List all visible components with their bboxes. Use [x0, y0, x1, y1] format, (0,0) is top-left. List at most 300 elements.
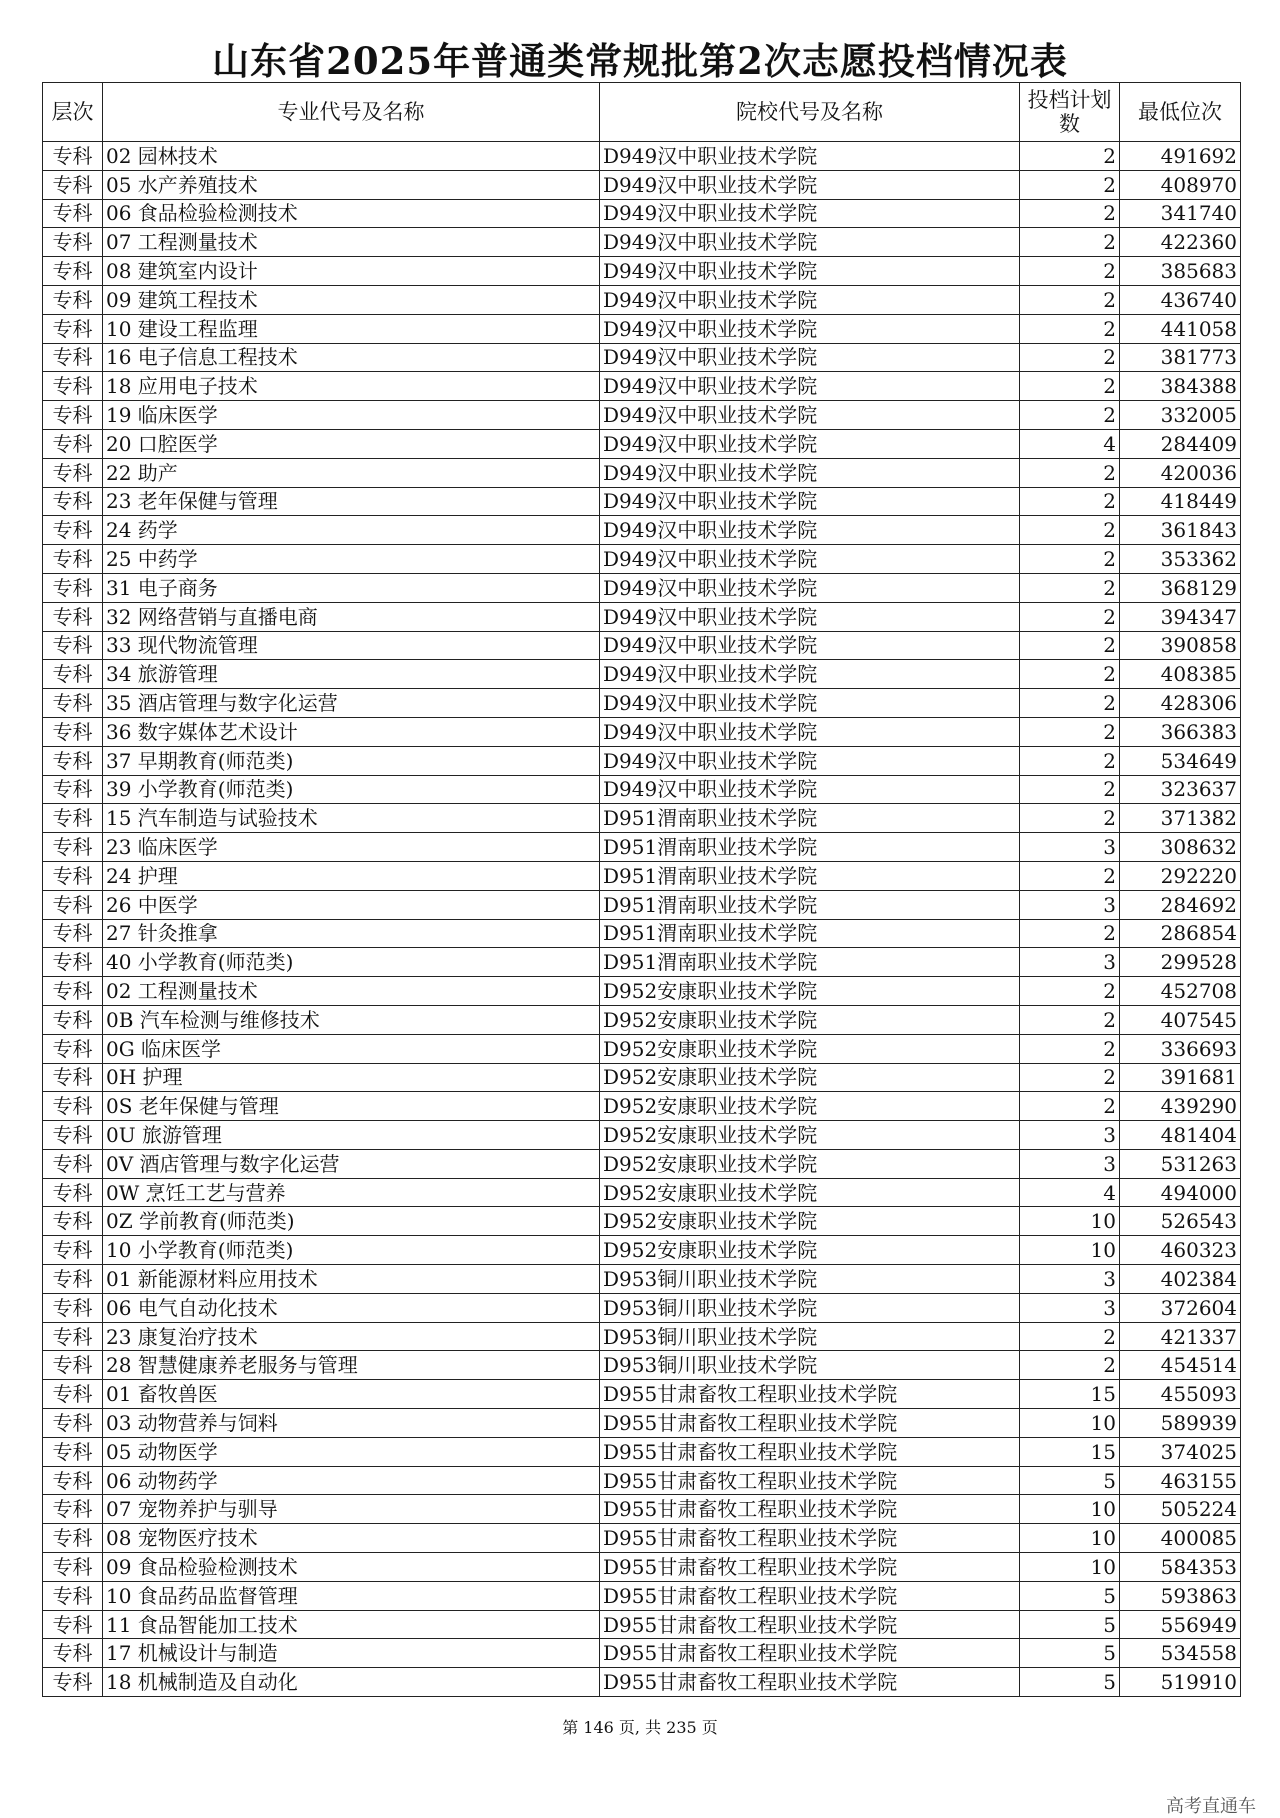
cell-level: 专科 [43, 1236, 103, 1265]
cell-level: 专科 [43, 1466, 103, 1495]
cell-level: 专科 [43, 890, 103, 919]
cell-major: 01 畜牧兽医 [103, 1380, 600, 1409]
cell-level: 专科 [43, 228, 103, 257]
table-row [43, 487, 1241, 516]
cell-school: D949汉中职业技术学院 [600, 372, 1020, 401]
table-row [43, 1668, 1241, 1697]
cell-rank: 460323 [1120, 1236, 1241, 1265]
table-row [43, 919, 1241, 948]
cell-level: 专科 [43, 1034, 103, 1063]
cell-plan: 15 [1020, 1380, 1120, 1409]
cell-school: D952安康职业技术学院 [600, 1092, 1020, 1121]
table-row [43, 458, 1241, 487]
cell-plan: 2 [1020, 1034, 1120, 1063]
table-row [43, 1351, 1241, 1380]
cell-school: D955甘肃畜牧工程职业技术学院 [600, 1668, 1020, 1697]
table-row [43, 660, 1241, 689]
cell-level: 专科 [43, 660, 103, 689]
table-row [43, 833, 1241, 862]
cell-rank: 353362 [1120, 545, 1241, 574]
cell-level: 专科 [43, 1322, 103, 1351]
cell-rank: 491692 [1120, 142, 1241, 171]
cell-school: D949汉中职业技术学院 [600, 516, 1020, 545]
header-school: 院校代号及名称 [600, 83, 1020, 142]
table-row [43, 401, 1241, 430]
cell-rank: 455093 [1120, 1380, 1241, 1409]
cell-level: 专科 [43, 1293, 103, 1322]
cell-level: 专科 [43, 977, 103, 1006]
cell-rank: 593863 [1120, 1581, 1241, 1610]
cell-school: D949汉中职业技术学院 [600, 401, 1020, 430]
cell-plan: 2 [1020, 257, 1120, 286]
cell-rank: 439290 [1120, 1092, 1241, 1121]
cell-plan: 10 [1020, 1524, 1120, 1553]
cell-plan: 2 [1020, 1092, 1120, 1121]
header-rank: 最低位次 [1120, 83, 1241, 142]
cell-major: 19 临床医学 [103, 401, 600, 430]
cell-school: D949汉中职业技术学院 [600, 545, 1020, 574]
table-row [43, 1380, 1241, 1409]
cell-plan: 2 [1020, 1005, 1120, 1034]
table-row [43, 429, 1241, 458]
cell-rank: 463155 [1120, 1466, 1241, 1495]
cell-level: 专科 [43, 1121, 103, 1150]
cell-level: 专科 [43, 602, 103, 631]
table-row [43, 199, 1241, 228]
table-row [43, 170, 1241, 199]
cell-plan: 2 [1020, 602, 1120, 631]
cell-major: 24 护理 [103, 861, 600, 890]
cell-level: 专科 [43, 833, 103, 862]
cell-plan: 10 [1020, 1409, 1120, 1438]
cell-rank: 505224 [1120, 1495, 1241, 1524]
cell-level: 专科 [43, 1495, 103, 1524]
cell-plan: 3 [1020, 890, 1120, 919]
cell-level: 专科 [43, 1265, 103, 1294]
table-row [43, 1121, 1241, 1150]
table-row [43, 1437, 1241, 1466]
cell-plan: 2 [1020, 372, 1120, 401]
cell-school: D949汉中职业技术学院 [600, 314, 1020, 343]
cell-plan: 5 [1020, 1668, 1120, 1697]
cell-level: 专科 [43, 631, 103, 660]
cell-plan: 3 [1020, 1293, 1120, 1322]
cell-plan: 4 [1020, 1178, 1120, 1207]
table-row [43, 948, 1241, 977]
cell-plan: 3 [1020, 948, 1120, 977]
cell-rank: 531263 [1120, 1149, 1241, 1178]
watermark: 高考直通车 [1166, 1796, 1256, 1817]
cell-level: 专科 [43, 804, 103, 833]
cell-level: 专科 [43, 1005, 103, 1034]
cell-rank: 391681 [1120, 1063, 1241, 1092]
cell-rank: 341740 [1120, 199, 1241, 228]
cell-level: 专科 [43, 1553, 103, 1582]
cell-school: D951渭南职业技术学院 [600, 919, 1020, 948]
cell-rank: 286854 [1120, 919, 1241, 948]
cell-rank: 323637 [1120, 775, 1241, 804]
cell-rank: 452708 [1120, 977, 1241, 1006]
cell-rank: 372604 [1120, 1293, 1241, 1322]
cell-major: 23 康复治疗技术 [103, 1322, 600, 1351]
cell-rank: 284409 [1120, 429, 1241, 458]
cell-school: D949汉中职业技术学院 [600, 257, 1020, 286]
cell-major: 20 口腔医学 [103, 429, 600, 458]
cell-rank: 556949 [1120, 1610, 1241, 1639]
cell-rank: 384388 [1120, 372, 1241, 401]
table-row [43, 746, 1241, 775]
cell-rank: 407545 [1120, 1005, 1241, 1034]
cell-major: 02 园林技术 [103, 142, 600, 171]
cell-school: D952安康职业技术学院 [600, 1063, 1020, 1092]
cell-rank: 481404 [1120, 1121, 1241, 1150]
cell-school: D955甘肃畜牧工程职业技术学院 [600, 1524, 1020, 1553]
table-row [43, 228, 1241, 257]
cell-level: 专科 [43, 257, 103, 286]
cell-school: D952安康职业技术学院 [600, 1034, 1020, 1063]
cell-plan: 2 [1020, 804, 1120, 833]
cell-school: D949汉中职业技术学院 [600, 746, 1020, 775]
cell-major: 18 机械制造及自动化 [103, 1668, 600, 1697]
cell-plan: 2 [1020, 285, 1120, 314]
cell-level: 专科 [43, 948, 103, 977]
cell-major: 0Z 学前教育(师范类) [103, 1207, 600, 1236]
cell-level: 专科 [43, 1351, 103, 1380]
cell-school: D951渭南职业技术学院 [600, 861, 1020, 890]
cell-major: 35 酒店管理与数字化运营 [103, 689, 600, 718]
cell-major: 10 食品药品监督管理 [103, 1581, 600, 1610]
cell-rank: 421337 [1120, 1322, 1241, 1351]
table-row [43, 804, 1241, 833]
cell-plan: 2 [1020, 861, 1120, 890]
cell-major: 08 建筑室内设计 [103, 257, 600, 286]
cell-plan: 3 [1020, 1121, 1120, 1150]
cell-school: D951渭南职业技术学院 [600, 948, 1020, 977]
cell-school: D949汉中职业技术学院 [600, 228, 1020, 257]
cell-rank: 336693 [1120, 1034, 1241, 1063]
cell-rank: 441058 [1120, 314, 1241, 343]
cell-school: D949汉中职业技术学院 [600, 199, 1020, 228]
cell-level: 专科 [43, 458, 103, 487]
cell-rank: 390858 [1120, 631, 1241, 660]
cell-school: D949汉中职业技术学院 [600, 602, 1020, 631]
cell-major: 09 建筑工程技术 [103, 285, 600, 314]
table-row [43, 1610, 1241, 1639]
cell-plan: 2 [1020, 314, 1120, 343]
table-row [43, 1553, 1241, 1582]
cell-plan: 3 [1020, 1149, 1120, 1178]
cell-school: D949汉中职业技术学院 [600, 142, 1020, 171]
cell-rank: 299528 [1120, 948, 1241, 977]
table-row [43, 545, 1241, 574]
cell-major: 03 动物营养与饲料 [103, 1409, 600, 1438]
cell-rank: 454514 [1120, 1351, 1241, 1380]
table-row [43, 1178, 1241, 1207]
header-level: 层次 [43, 83, 103, 142]
cell-major: 06 食品检验检测技术 [103, 199, 600, 228]
cell-rank: 385683 [1120, 257, 1241, 286]
cell-rank: 284692 [1120, 890, 1241, 919]
cell-plan: 10 [1020, 1236, 1120, 1265]
cell-plan: 2 [1020, 631, 1120, 660]
cell-school: D952安康职业技术学院 [600, 1236, 1020, 1265]
cell-school: D949汉中职业技术学院 [600, 631, 1020, 660]
cell-level: 专科 [43, 314, 103, 343]
cell-level: 专科 [43, 487, 103, 516]
cell-plan: 2 [1020, 573, 1120, 602]
cell-rank: 589939 [1120, 1409, 1241, 1438]
table-row [43, 1293, 1241, 1322]
cell-plan: 2 [1020, 717, 1120, 746]
cell-major: 0V 酒店管理与数字化运营 [103, 1149, 600, 1178]
cell-major: 24 药学 [103, 516, 600, 545]
cell-school: D952安康职业技术学院 [600, 1149, 1020, 1178]
cell-major: 0S 老年保健与管理 [103, 1092, 600, 1121]
cell-plan: 2 [1020, 199, 1120, 228]
cell-level: 专科 [43, 1639, 103, 1668]
cell-major: 06 动物药学 [103, 1466, 600, 1495]
cell-rank: 361843 [1120, 516, 1241, 545]
cell-rank: 381773 [1120, 343, 1241, 372]
table-row [43, 285, 1241, 314]
cell-school: D952安康职业技术学院 [600, 1207, 1020, 1236]
cell-rank: 366383 [1120, 717, 1241, 746]
cell-rank: 534649 [1120, 746, 1241, 775]
cell-rank: 436740 [1120, 285, 1241, 314]
table-row [43, 1063, 1241, 1092]
cell-major: 0B 汽车检测与维修技术 [103, 1005, 600, 1034]
cell-plan: 2 [1020, 1351, 1120, 1380]
table-row [43, 1207, 1241, 1236]
cell-plan: 3 [1020, 1265, 1120, 1294]
cell-level: 专科 [43, 170, 103, 199]
cell-school: D949汉中职业技术学院 [600, 343, 1020, 372]
cell-school: D949汉中职业技术学院 [600, 285, 1020, 314]
cell-level: 专科 [43, 689, 103, 718]
cell-plan: 10 [1020, 1207, 1120, 1236]
cell-plan: 2 [1020, 1063, 1120, 1092]
cell-major: 32 网络营销与直播电商 [103, 602, 600, 631]
cell-major: 37 早期教育(师范类) [103, 746, 600, 775]
cell-major: 02 工程测量技术 [103, 977, 600, 1006]
cell-plan: 2 [1020, 545, 1120, 574]
cell-level: 专科 [43, 1610, 103, 1639]
cell-major: 31 电子商务 [103, 573, 600, 602]
cell-major: 18 应用电子技术 [103, 372, 600, 401]
cell-school: D955甘肃畜牧工程职业技术学院 [600, 1553, 1020, 1582]
cell-plan: 2 [1020, 977, 1120, 1006]
cell-plan: 5 [1020, 1639, 1120, 1668]
table-row [43, 1495, 1241, 1524]
cell-plan: 4 [1020, 429, 1120, 458]
cell-rank: 526543 [1120, 1207, 1241, 1236]
table-row [43, 1322, 1241, 1351]
cell-rank: 368129 [1120, 573, 1241, 602]
cell-plan: 2 [1020, 660, 1120, 689]
cell-school: D955甘肃畜牧工程职业技术学院 [600, 1639, 1020, 1668]
cell-major: 39 小学教育(师范类) [103, 775, 600, 804]
cell-major: 07 工程测量技术 [103, 228, 600, 257]
cell-school: D949汉中职业技术学院 [600, 170, 1020, 199]
table-row [43, 861, 1241, 890]
cell-major: 22 助产 [103, 458, 600, 487]
table-row [43, 1005, 1241, 1034]
cell-school: D953铜川职业技术学院 [600, 1293, 1020, 1322]
cell-school: D949汉中职业技术学院 [600, 775, 1020, 804]
cell-major: 28 智慧健康养老服务与管理 [103, 1351, 600, 1380]
table-row [43, 977, 1241, 1006]
cell-plan: 2 [1020, 775, 1120, 804]
cell-level: 专科 [43, 1668, 103, 1697]
cell-plan: 2 [1020, 458, 1120, 487]
cell-school: D953铜川职业技术学院 [600, 1265, 1020, 1294]
cell-rank: 408970 [1120, 170, 1241, 199]
cell-rank: 420036 [1120, 458, 1241, 487]
cell-plan: 2 [1020, 689, 1120, 718]
table-header-row [43, 83, 1241, 142]
cell-major: 0W 烹饪工艺与营养 [103, 1178, 600, 1207]
cell-school: D951渭南职业技术学院 [600, 804, 1020, 833]
header-plan: 投档计划数 [1020, 83, 1120, 142]
table-row [43, 717, 1241, 746]
cell-level: 专科 [43, 775, 103, 804]
header-major: 专业代号及名称 [103, 83, 600, 142]
table-row [43, 1409, 1241, 1438]
cell-rank: 418449 [1120, 487, 1241, 516]
cell-rank: 408385 [1120, 660, 1241, 689]
cell-plan: 2 [1020, 516, 1120, 545]
cell-school: D952安康职业技术学院 [600, 1005, 1020, 1034]
cell-school: D949汉中职业技术学院 [600, 660, 1020, 689]
cell-plan: 5 [1020, 1610, 1120, 1639]
cell-plan: 2 [1020, 343, 1120, 372]
cell-major: 05 动物医学 [103, 1437, 600, 1466]
cell-school: D952安康职业技术学院 [600, 1178, 1020, 1207]
cell-level: 专科 [43, 1581, 103, 1610]
cell-major: 08 宠物医疗技术 [103, 1524, 600, 1553]
cell-major: 06 电气自动化技术 [103, 1293, 600, 1322]
cell-rank: 534558 [1120, 1639, 1241, 1668]
cell-major: 27 针灸推拿 [103, 919, 600, 948]
cell-level: 专科 [43, 429, 103, 458]
cell-major: 0G 临床医学 [103, 1034, 600, 1063]
cell-major: 11 食品智能加工技术 [103, 1610, 600, 1639]
cell-school: D955甘肃畜牧工程职业技术学院 [600, 1581, 1020, 1610]
cell-plan: 2 [1020, 746, 1120, 775]
cell-plan: 15 [1020, 1437, 1120, 1466]
cell-level: 专科 [43, 545, 103, 574]
cell-rank: 308632 [1120, 833, 1241, 862]
cell-major: 40 小学教育(师范类) [103, 948, 600, 977]
cell-major: 0H 护理 [103, 1063, 600, 1092]
cell-level: 专科 [43, 1380, 103, 1409]
admission-table [42, 82, 1241, 1697]
cell-plan: 5 [1020, 1581, 1120, 1610]
table-row [43, 1034, 1241, 1063]
cell-major: 09 食品检验检测技术 [103, 1553, 600, 1582]
table-row [43, 602, 1241, 631]
cell-rank: 332005 [1120, 401, 1241, 430]
cell-level: 专科 [43, 372, 103, 401]
cell-major: 34 旅游管理 [103, 660, 600, 689]
cell-level: 专科 [43, 343, 103, 372]
cell-school: D955甘肃畜牧工程职业技术学院 [600, 1380, 1020, 1409]
cell-school: D955甘肃畜牧工程职业技术学院 [600, 1409, 1020, 1438]
cell-rank: 374025 [1120, 1437, 1241, 1466]
table-row [43, 775, 1241, 804]
cell-major: 26 中医学 [103, 890, 600, 919]
cell-level: 专科 [43, 861, 103, 890]
cell-level: 专科 [43, 199, 103, 228]
cell-major: 36 数字媒体艺术设计 [103, 717, 600, 746]
cell-school: D955甘肃畜牧工程职业技术学院 [600, 1610, 1020, 1639]
cell-major: 23 临床医学 [103, 833, 600, 862]
cell-level: 专科 [43, 142, 103, 171]
cell-school: D949汉中职业技术学院 [600, 458, 1020, 487]
cell-level: 专科 [43, 1092, 103, 1121]
cell-school: D949汉中职业技术学院 [600, 429, 1020, 458]
cell-level: 专科 [43, 919, 103, 948]
cell-plan: 2 [1020, 1322, 1120, 1351]
cell-plan: 2 [1020, 170, 1120, 199]
cell-major: 23 老年保健与管理 [103, 487, 600, 516]
table-row [43, 516, 1241, 545]
page-title: 山东省2025年普通类常规批第2次志愿投档情况表 [212, 39, 1068, 83]
cell-school: D951渭南职业技术学院 [600, 890, 1020, 919]
table-row [43, 1236, 1241, 1265]
cell-level: 专科 [43, 1437, 103, 1466]
cell-rank: 584353 [1120, 1553, 1241, 1582]
table-row [43, 1466, 1241, 1495]
cell-plan: 10 [1020, 1553, 1120, 1582]
cell-major: 15 汽车制造与试验技术 [103, 804, 600, 833]
cell-plan: 10 [1020, 1495, 1120, 1524]
table-row [43, 142, 1241, 171]
cell-rank: 422360 [1120, 228, 1241, 257]
cell-major: 17 机械设计与制造 [103, 1639, 600, 1668]
cell-level: 专科 [43, 746, 103, 775]
table-row [43, 631, 1241, 660]
cell-school: D951渭南职业技术学院 [600, 833, 1020, 862]
table-row [43, 573, 1241, 602]
cell-school: D949汉中职业技术学院 [600, 689, 1020, 718]
cell-rank: 394347 [1120, 602, 1241, 631]
cell-plan: 2 [1020, 142, 1120, 171]
cell-major: 10 建设工程监理 [103, 314, 600, 343]
cell-school: D955甘肃畜牧工程职业技术学院 [600, 1437, 1020, 1466]
cell-major: 10 小学教育(师范类) [103, 1236, 600, 1265]
cell-school: D955甘肃畜牧工程职业技术学院 [600, 1466, 1020, 1495]
cell-plan: 2 [1020, 228, 1120, 257]
cell-plan: 3 [1020, 833, 1120, 862]
cell-rank: 400085 [1120, 1524, 1241, 1553]
cell-rank: 519910 [1120, 1668, 1241, 1697]
cell-school: D953铜川职业技术学院 [600, 1351, 1020, 1380]
cell-level: 专科 [43, 1178, 103, 1207]
cell-level: 专科 [43, 717, 103, 746]
table-row [43, 689, 1241, 718]
cell-rank: 402384 [1120, 1265, 1241, 1294]
cell-level: 专科 [43, 285, 103, 314]
cell-plan: 2 [1020, 401, 1120, 430]
cell-level: 专科 [43, 1524, 103, 1553]
cell-rank: 292220 [1120, 861, 1241, 890]
table-row [43, 890, 1241, 919]
cell-major: 25 中药学 [103, 545, 600, 574]
cell-school: D952安康职业技术学院 [600, 977, 1020, 1006]
cell-plan: 2 [1020, 487, 1120, 516]
cell-school: D949汉中职业技术学院 [600, 717, 1020, 746]
